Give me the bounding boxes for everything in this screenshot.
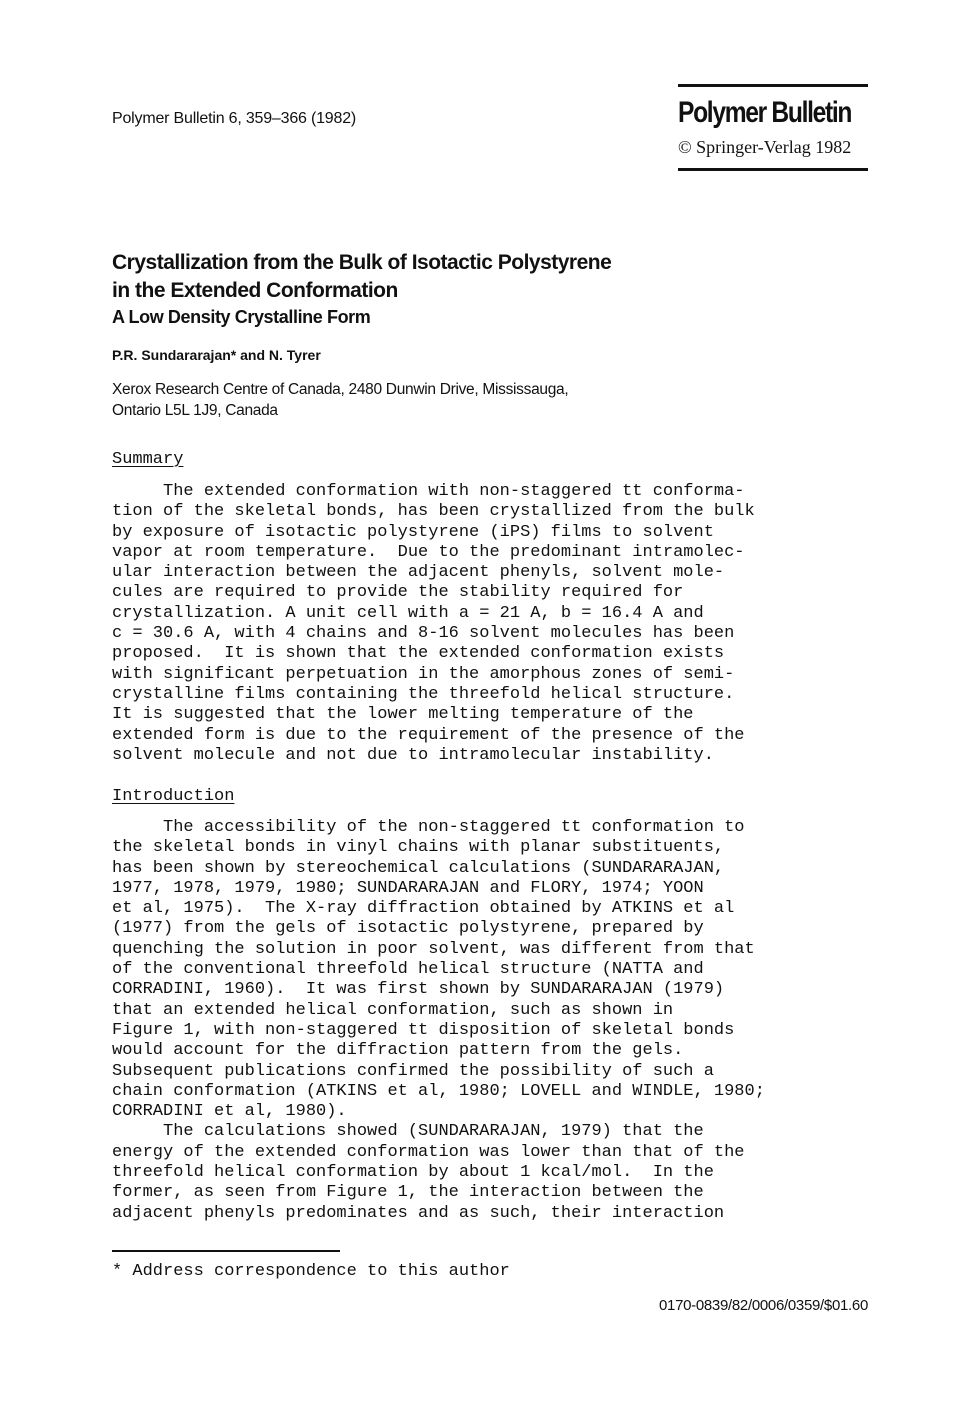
introduction-text-line: quenching the solution in poor solvent, was different from that <box>112 939 755 959</box>
introduction-text-line: et al, 1975). The X-ray diffraction obtained by ATKINS et al <box>112 899 735 919</box>
brand-rule-bottom <box>678 168 868 171</box>
summary-text-line: crystallization. A unit cell with a = 21 A, b = 16.4 A and <box>112 603 704 623</box>
introduction-text-line: CORRADINI et al, 1980). <box>112 1102 347 1122</box>
author-affiliation <box>112 379 568 421</box>
introduction-text-line: Subsequent publications confirmed the possibility of such a <box>112 1061 714 1081</box>
introduction-text-line: the skeletal bonds in vinyl chains with planar substituents, <box>112 838 725 858</box>
issn-code: 0170-0839/82/0006/0359/$01.60 <box>658 1297 868 1314</box>
introduction-text-line: CORRADINI, 1960). It was first shown by SUNDARARAJAN (1979) <box>112 980 725 1000</box>
introduction-text-line: has been shown by stereochemical calculations (SUNDARARAJAN, <box>112 858 725 878</box>
article-title-line-1: Crystallization from the Bulk of Isotactic Polystyrene <box>112 251 612 274</box>
summary-text-line: proposed. It is shown that the extended conformation exists <box>112 644 725 664</box>
introduction-text-line: adjacent phenyls predominates and as such, their interaction <box>112 1203 725 1223</box>
summary-text-line: extended form is due to the requirement of the presence of the <box>112 725 745 745</box>
summary-text-line: solvent molecule and not due to intramolecular instability. <box>112 745 714 765</box>
introduction-text-line: The calculations showed (SUNDARARAJAN, 1979) that the <box>112 1122 704 1142</box>
article-title <box>112 249 611 305</box>
introduction-heading: Introduction <box>112 787 235 806</box>
affiliation-line-2: Ontario L5L 1J9, Canada <box>112 402 278 419</box>
article-title-line-2: in the Extended Conformation <box>112 279 398 302</box>
introduction-text-line: that an extended helical conformation, such as shown in <box>112 1000 674 1020</box>
introduction-text-line: (1977) from the gels of isotactic polystyrene, prepared by <box>112 919 704 939</box>
introduction-text-line: would account for the diffraction pattern from the gels. <box>112 1041 684 1061</box>
journal-brand-title: Polymer Bulletin <box>678 96 852 129</box>
summary-text-line: The extended conformation with non-staggered tt conforma- <box>112 482 745 501</box>
footnote: * Address correspondence to this author <box>112 1262 510 1281</box>
introduction-text-line: Figure 1, with non-staggered tt disposition of skeletal bonds <box>112 1020 735 1040</box>
summary-text-line: ular interaction between the adjacent phenyls, solvent mole- <box>112 563 725 583</box>
introduction-text-line: of the conventional threefold helical structure (NATTA and <box>112 960 704 980</box>
affiliation-line-1: Xerox Research Centre of Canada, 2480 Dunwin Drive, Mississauga, <box>112 381 569 398</box>
summary-text-line: tion of the skeletal bonds, has been crystallized from the bulk <box>112 502 755 522</box>
introduction-body <box>112 818 765 1224</box>
summary-text-line: with significant perpetuation in the amorphous zones of semi- <box>112 664 735 684</box>
summary-text-line: It is suggested that the lower melting temperature of the <box>112 705 694 725</box>
footnote-divider <box>112 1250 340 1252</box>
summary-text-line: vapor at room temperature. Due to the predominant intramolec- <box>112 542 745 562</box>
introduction-text-line: The accessibility of the non-staggered tt conformation to <box>112 818 745 837</box>
summary-text-line: by exposure of isotactic polystyrene (iPS) films to solvent <box>112 522 714 542</box>
summary-heading: Summary <box>112 450 184 469</box>
introduction-text-line: energy of the extended conformation was lower than that of the <box>112 1142 745 1162</box>
journal-brand-block <box>678 84 868 171</box>
introduction-text-line: former, as seen from Figure 1, the interaction between the <box>112 1183 704 1203</box>
brand-rule-top <box>678 84 868 87</box>
summary-body <box>112 482 755 766</box>
summary-text-line: cules are required to provide the stability required for <box>112 583 684 603</box>
copyright-notice: © Springer-Verlag 1982 <box>678 137 852 157</box>
article-subtitle: A Low Density Crystalline Form <box>112 307 371 327</box>
summary-text-line: crystalline films containing the threefold helical structure. <box>112 684 735 704</box>
summary-text-line: c = 30.6 A, with 4 chains and 8-16 solvent molecules has been <box>112 624 735 644</box>
introduction-text-line: threefold helical conformation by about 1 kcal/mol. In the <box>112 1163 714 1183</box>
introduction-text-line: 1977, 1978, 1979, 1980; SUNDARARAJAN and FLORY, 1974; YOON <box>112 878 704 898</box>
author-list: P.R. Sundararajan* and N. Tyrer <box>112 347 321 363</box>
journal-reference: Polymer Bulletin 6, 359–366 (1982) <box>112 110 357 127</box>
introduction-text-line: chain conformation (ATKINS et al, 1980; LOVELL and WINDLE, 1980; <box>112 1081 765 1101</box>
